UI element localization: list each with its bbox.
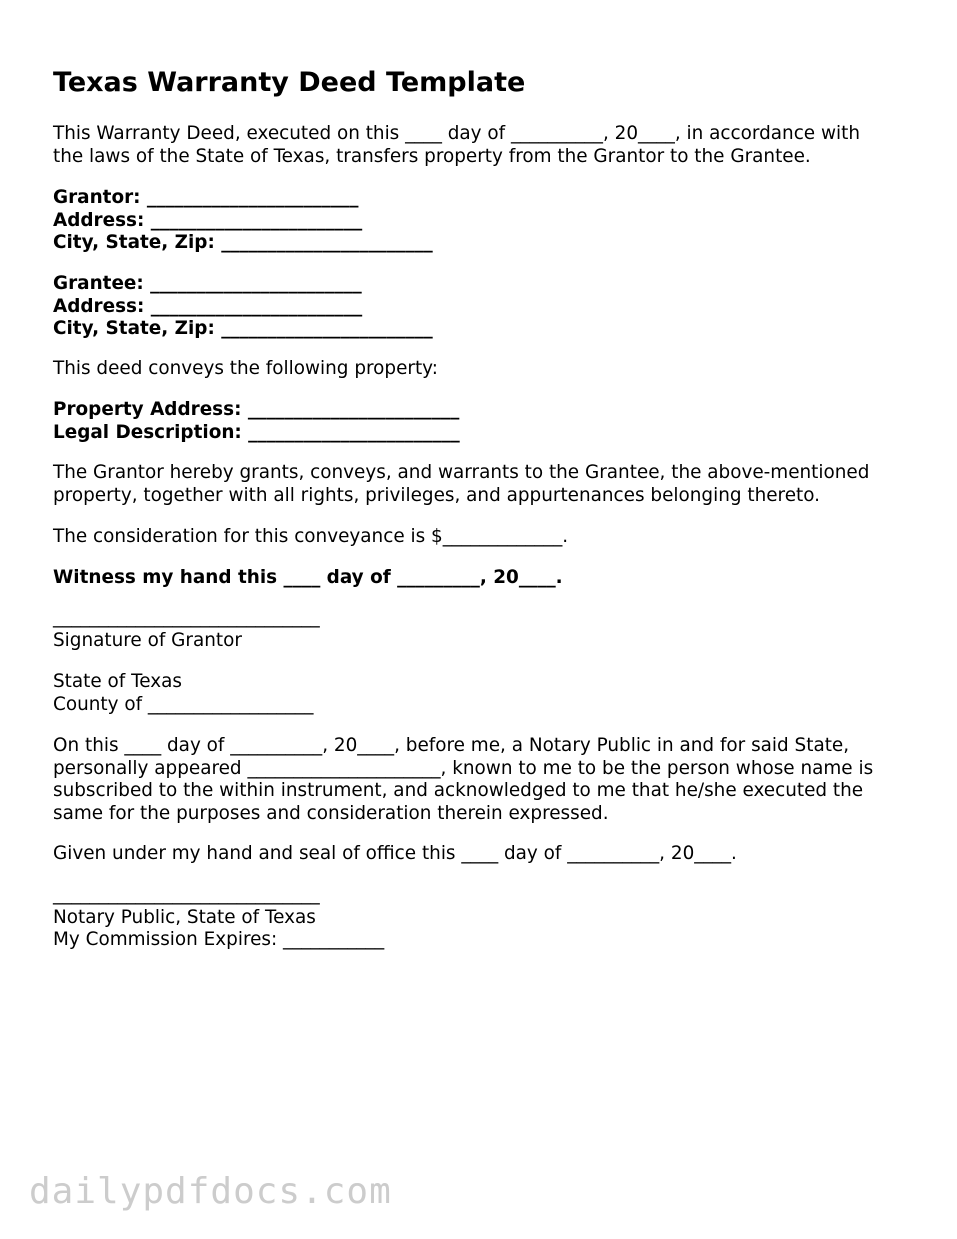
conveys-statement: [53, 358, 438, 381]
commission-expires-field: My Commission Expires: ___________: [53, 929, 385, 951]
venue-state: State of Texas: [53, 671, 182, 692]
legal-description-field: Legal Description: _______________________: [53, 421, 460, 443]
notary-signature-line: _____________________________: [53, 884, 320, 905]
intro-paragraph: [53, 123, 860, 168]
grantee-city-field: City, State, Zip: _______________________: [53, 318, 433, 340]
grantor-address-field: Address: _______________________: [53, 209, 363, 231]
consideration-statement: [53, 526, 568, 549]
venue-county: County of __________________: [53, 693, 314, 715]
acknowledgment-line: same for the purposes and consideration therein expressed.: [53, 802, 609, 824]
acknowledgment-paragraph: [53, 735, 873, 825]
witness-line: Witness my hand this ____ day of _________, 20____.: [53, 567, 563, 588]
notary-signature-block: [53, 884, 384, 952]
intro-line: the laws of the State of Texas, transfers property from the Grantor to the Grantee.: [53, 145, 811, 167]
property-section: [53, 399, 460, 444]
grant-clause-line: property, together with all rights, privileges, and appurtenances belonging thereto.: [53, 484, 821, 506]
grantor-name-field: Grantor: _______________________: [53, 187, 359, 208]
given-line: Given under my hand and seal of office this ____ day of __________, 20____.: [53, 843, 737, 864]
witness-statement: [53, 567, 563, 590]
grantee-address-field: Address: _______________________: [53, 295, 363, 317]
grantor-signature-line: _____________________________: [53, 607, 320, 628]
grantee-name-field: Grantee: _______________________: [53, 273, 362, 294]
grantor-signature-block: [53, 607, 320, 652]
intro-line: This Warranty Deed, executed on this ____ day of __________, 20____, in accordance with: [53, 123, 860, 144]
grantor-signature-label: Signature of Grantor: [53, 629, 242, 651]
venue-block: [53, 671, 313, 716]
grantor-city-field: City, State, Zip: _______________________: [53, 232, 433, 254]
conveys-line: This deed conveys the following property:: [53, 358, 438, 379]
grantee-section: [53, 273, 433, 341]
grant-clause: [53, 462, 869, 507]
given-statement: [53, 843, 737, 866]
consideration-line: The consideration for this conveyance is $_____________.: [53, 526, 569, 547]
property-address-field: Property Address: _______________________: [53, 399, 460, 420]
acknowledgment-line: On this ____ day of __________, 20____, before me, a Notary Public in and for said State,: [53, 735, 850, 756]
grantor-section: [53, 187, 433, 255]
watermark-text: dailypdfdocs.com: [29, 1171, 392, 1212]
acknowledgment-line: personally appeared _____________________, known to me to be the person whose name is: [53, 757, 874, 779]
grant-clause-line: The Grantor hereby grants, conveys, and warrants to the Grantee, the above-mentioned: [53, 462, 870, 483]
acknowledgment-line: subscribed to the within instrument, and acknowledged to me that he/she executed the: [53, 780, 864, 802]
notary-label: Notary Public, State of Texas: [53, 906, 316, 928]
document-title: Texas Warranty Deed Template: [53, 67, 526, 98]
